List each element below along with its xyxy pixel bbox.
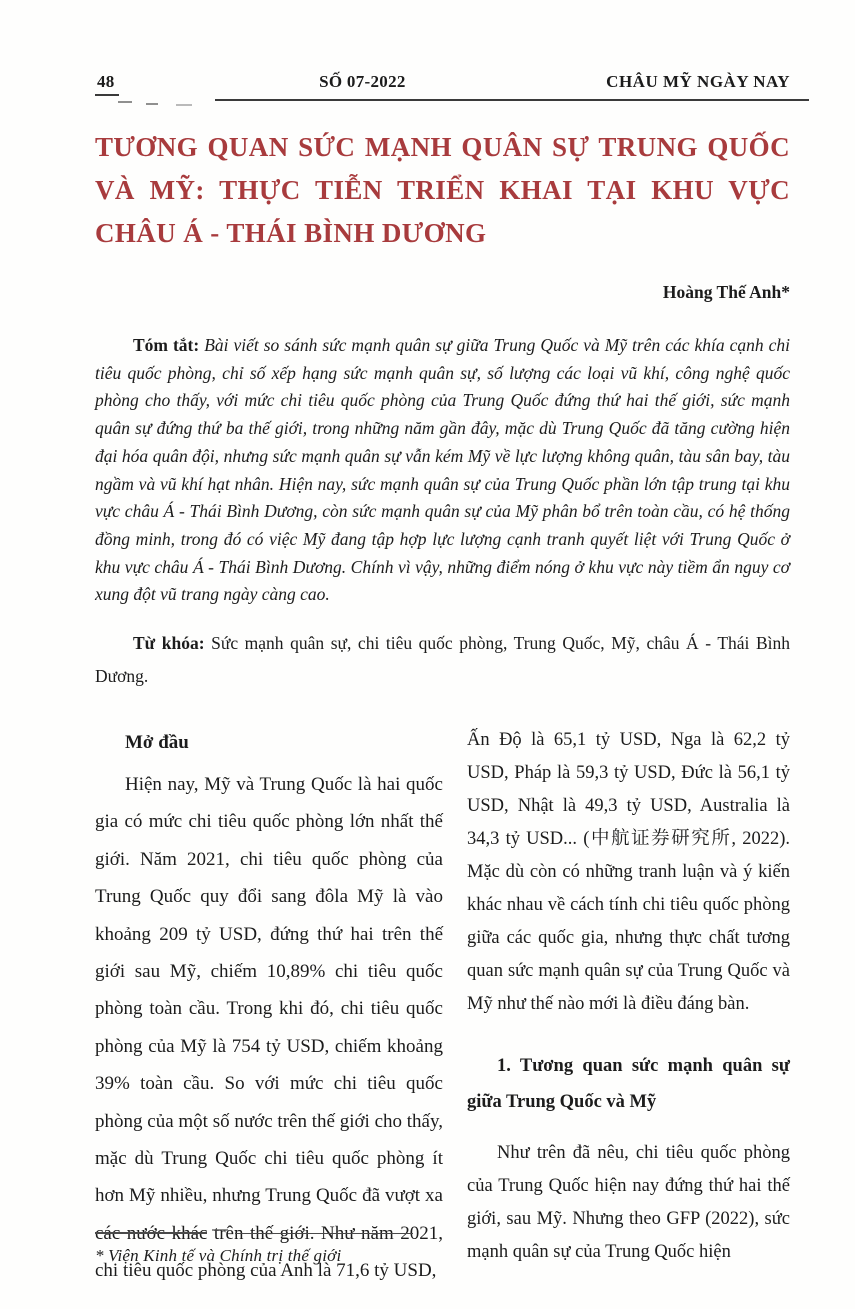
abstract-paragraph bbox=[95, 332, 790, 609]
scan-artifact-dash bbox=[212, 1229, 228, 1231]
keywords-label: Từ khóa: bbox=[133, 632, 205, 653]
body-columns bbox=[95, 724, 790, 1290]
page-header bbox=[95, 72, 790, 96]
left-column bbox=[95, 724, 443, 1290]
header-rule bbox=[215, 99, 809, 101]
footnote-rule bbox=[95, 1232, 207, 1234]
scan-artifact-dash bbox=[118, 101, 132, 103]
section1-heading: 1. Tương quan sức mạnh quân sự giữa Trung Quốc và Mỹ bbox=[467, 1055, 790, 1112]
keywords-text: Sức mạnh quân sự, chi tiêu quốc phòng, Trung Quốc, Mỹ, châu Á - Thái Bình Dương. bbox=[95, 632, 791, 686]
author-name: Hoàng Thế Anh* bbox=[662, 282, 790, 302]
article-title-line: TƯƠNG QUAN SỨC MẠNH QUÂN SỰ TRUNG QUỐC bbox=[95, 132, 790, 162]
scan-artifact-dash bbox=[146, 103, 158, 105]
intro-heading: Mở đầu bbox=[125, 731, 189, 753]
right-column bbox=[467, 724, 790, 1290]
footnote bbox=[95, 1224, 515, 1266]
page-number: 48 bbox=[95, 72, 119, 96]
footnote-text: * Viện Kinh tế và Chính trị thế giới bbox=[95, 1246, 342, 1265]
abstract-text: Bài viết so sánh sức mạnh quân sự giữa Trung Quốc và Mỹ trên các khía cạnh chi tiêu quốc phòng, chỉ số xếp hạng sức mạnh quân sự, số lượng các loại vũ khí, công nghệ quốc phòng cho thấy, với mức chi tiêu quốc phòng của Trung Quốc đứng thứ hai thế giới, sức mạnh quân sự đứng thứ ba thế giới, trong những năm gần đây, mặc dù Trung Quốc đã tăng cường hiện đại hóa quân đội, nhưng sức mạnh quân sự vẫn kém Mỹ về lực lượng không quân, tàu sân bay, tàu ngầm và vũ khí hạt nhân. Hiện nay, sức mạnh quân sự của Trung Quốc phần lớn tập trung tại khu vực châu Á - Thái Bình Dương, còn sức mạnh quân sự của Mỹ phân bổ trên toàn cầu, có hệ thống đồng minh, trong đó có việc Mỹ đang tập hợp lực lượng cạnh tranh quyết liệt với Trung Quốc ở khu vực châu Á - Thái Bình Dương. Chính vì vậy, những điểm nóng ở khu vực này tiềm ẩn nguy cơ xung đột vũ trang ngày càng cao. bbox=[95, 335, 790, 605]
journal-name: CHÂU MỸ NGÀY NAY bbox=[606, 72, 790, 91]
scan-artifact-dash bbox=[176, 104, 192, 106]
section1-paragraph: Như trên đã nêu, chi tiêu quốc phòng của Trung Quốc hiện nay đứng thứ hai thế giới, sau Mỹ. Nhưng theo GFP (2022), sức mạnh quân sự của Trung Quốc hiện bbox=[467, 1142, 790, 1262]
article-title bbox=[95, 126, 790, 255]
article-title-line: CHÂU Á - THÁI BÌNH DƯƠNG bbox=[95, 218, 487, 248]
continuation-paragraph: Ấn Độ là 65,1 tỷ USD, Nga là 62,2 tỷ USD, Pháp là 59,3 tỷ USD, Đức là 56,1 tỷ USD, Nhật là 49,3 tỷ USD, Australia là 34,3 tỷ USD... (中航证券研究所, 2022). Mặc dù còn có những tranh luận và ý kiến khác nhau về cách tính chi tiêu quốc phòng giữa các quốc gia, nhưng thực chất tương quan sức mạnh quân sự của Trung Quốc và Mỹ như thế nào mới là điều đáng bàn. bbox=[467, 729, 790, 1014]
footnote-rule bbox=[235, 1233, 413, 1234]
issue-label: SỐ 07-2022 bbox=[319, 72, 406, 91]
abstract-label: Tóm tắt: bbox=[133, 335, 200, 355]
keywords-paragraph bbox=[95, 627, 790, 693]
article-title-line: VÀ MỸ: THỰC TIỄN TRIỂN KHAI TẠI KHU VỰC bbox=[95, 175, 790, 205]
intro-paragraph: Hiện nay, Mỹ và Trung Quốc là hai quốc gia có mức chi tiêu quốc phòng lớn nhất thế giới. Năm 2021, chi tiêu quốc phòng của Trung Quốc quy đổi sang đôla Mỹ là vào khoảng 209 tỷ USD, đứng thứ hai trên thế giới sau Mỹ, chiếm 10,89% chi tiêu quốc phòng toàn cầu. Trong khi đó, chi tiêu quốc phòng của Mỹ là 754 tỷ USD, chiếm khoảng 39% toàn cầu. So với mức chi tiêu quốc phòng của một số nước trên thế giới cho thấy, mặc dù Trung Quốc chi tiêu quốc phòng ít hơn Mỹ nhiều, nhưng Trung Quốc đã vượt xa các nước khác trên thế giới. Như năm 2021, chi tiêu quốc phòng của Anh là 71,6 tỷ USD, bbox=[95, 773, 443, 1282]
